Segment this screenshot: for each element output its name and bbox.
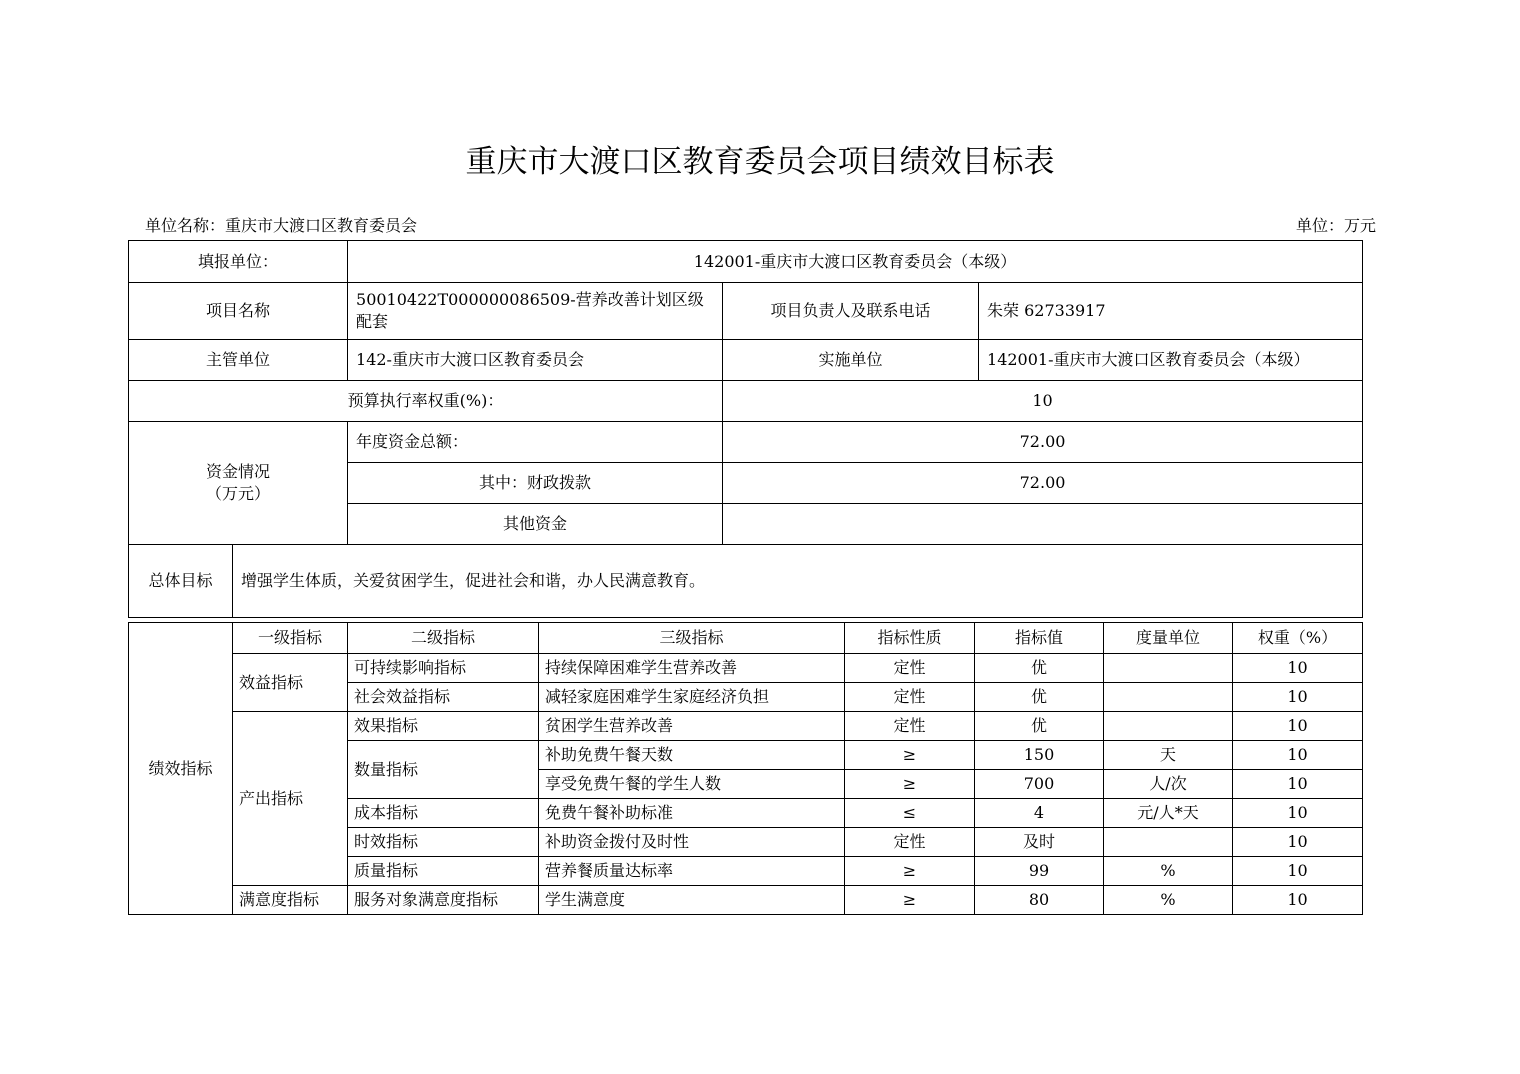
supervisor-label: 主管单位 — [129, 340, 348, 381]
weight-cell: 10 — [1233, 654, 1363, 683]
nature-cell: 定性 — [845, 683, 975, 712]
funds-label-line2: （万元） — [206, 484, 271, 503]
contact-value: 朱荣 62733917 — [979, 283, 1363, 340]
funds-label-line1: 资金情况 — [206, 462, 271, 481]
level1-cell: 满意度指标 — [233, 886, 348, 915]
weight-cell: 10 — [1233, 857, 1363, 886]
fill-unit-label: 填报单位： — [129, 241, 348, 283]
value-cell: 99 — [975, 857, 1104, 886]
header-cell: 指标性质 — [845, 623, 975, 654]
header-cell: 一级指标 — [233, 623, 348, 654]
level2-cell: 服务对象满意度指标 — [348, 886, 539, 915]
project-name-value: 50010422T000000086509-营养改善计划区级配套 — [348, 283, 723, 340]
unit-cell — [1104, 828, 1233, 857]
header-cell: 指标值 — [975, 623, 1104, 654]
level2-cell: 时效指标 — [348, 828, 539, 857]
level3-cell: 补助免费午餐天数 — [539, 741, 845, 770]
nature-cell: ≥ — [845, 857, 975, 886]
weight-cell: 10 — [1233, 741, 1363, 770]
nature-cell: ≥ — [845, 770, 975, 799]
value-cell: 4 — [975, 799, 1104, 828]
supervisor-value: 142-重庆市大渡口区教育委员会 — [348, 340, 723, 381]
fill-unit-value: 142001-重庆市大渡口区教育委员会（本级） — [348, 241, 1363, 283]
header-cell: 度量单位 — [1104, 623, 1233, 654]
annual-total-value: 72.00 — [723, 422, 1363, 463]
unit-cell: % — [1104, 857, 1233, 886]
unit-cell — [1104, 712, 1233, 741]
value-cell: 优 — [975, 654, 1104, 683]
unit-cell: 元/人*天 — [1104, 799, 1233, 828]
unit-cell: % — [1104, 886, 1233, 915]
fiscal-label: 其中：财政拨款 — [348, 463, 723, 504]
level2-cell: 数量指标 — [348, 741, 539, 799]
level3-cell: 补助资金拨付及时性 — [539, 828, 845, 857]
page-title: 重庆市大渡口区教育委员会项目绩效目标表 — [465, 144, 1055, 180]
level1-cell: 效益指标 — [233, 654, 348, 712]
level3-cell: 营养餐质量达标率 — [539, 857, 845, 886]
level3-cell: 免费午餐补助标准 — [539, 799, 845, 828]
other-funds-value — [723, 504, 1363, 545]
weight-cell: 10 — [1233, 799, 1363, 828]
level2-cell: 社会效益指标 — [348, 683, 539, 712]
level1-cell: 产出指标 — [233, 712, 348, 886]
level2-cell: 可持续影响指标 — [348, 654, 539, 683]
nature-cell: 定性 — [845, 654, 975, 683]
value-cell: 80 — [975, 886, 1104, 915]
unit-name: 单位名称：重庆市大渡口区教育委员会 — [145, 216, 418, 235]
unit-cell — [1104, 683, 1233, 712]
project-info-table — [128, 240, 1363, 618]
nature-cell: ≥ — [845, 886, 975, 915]
value-cell: 优 — [975, 712, 1104, 741]
annual-total-label: 年度资金总额： — [348, 422, 723, 463]
level2-cell: 质量指标 — [348, 857, 539, 886]
nature-cell: ≥ — [845, 741, 975, 770]
implementer-label: 实施单位 — [723, 340, 979, 381]
level3-cell: 学生满意度 — [539, 886, 845, 915]
value-cell: 150 — [975, 741, 1104, 770]
nature-cell: 定性 — [845, 712, 975, 741]
unit-cell — [1104, 654, 1233, 683]
unit-cell: 天 — [1104, 741, 1233, 770]
value-cell: 优 — [975, 683, 1104, 712]
value-cell: 700 — [975, 770, 1104, 799]
budget-weight-label: 预算执行率权重(%)： — [129, 381, 723, 422]
header-cell: 三级指标 — [539, 623, 845, 654]
header-cell: 二级指标 — [348, 623, 539, 654]
level3-cell: 减轻家庭困难学生家庭经济负担 — [539, 683, 845, 712]
header-cell: 权重（%） — [1233, 623, 1363, 654]
budget-weight-value: 10 — [723, 381, 1363, 422]
nature-cell: ≤ — [845, 799, 975, 828]
weight-cell: 10 — [1233, 886, 1363, 915]
weight-cell: 10 — [1233, 712, 1363, 741]
perf-section-label: 绩效指标 — [129, 623, 233, 915]
weight-cell: 10 — [1233, 683, 1363, 712]
value-cell: 及时 — [975, 828, 1104, 857]
contact-label: 项目负责人及联系电话 — [723, 283, 979, 340]
funds-label — [129, 422, 348, 545]
project-name-label: 项目名称 — [129, 283, 348, 340]
other-funds-label: 其他资金 — [348, 504, 723, 545]
unit-measure: 单位：万元 — [1295, 216, 1376, 235]
level3-cell: 贫困学生营养改善 — [539, 712, 845, 741]
overall-goal-value: 增强学生体质，关爱贫困学生，促进社会和谐，办人民满意教育。 — [233, 545, 1363, 618]
weight-cell: 10 — [1233, 770, 1363, 799]
nature-cell: 定性 — [845, 828, 975, 857]
level3-cell: 持续保障困难学生营养改善 — [539, 654, 845, 683]
level2-cell: 效果指标 — [348, 712, 539, 741]
fiscal-value: 72.00 — [723, 463, 1363, 504]
performance-indicators-table — [128, 622, 1363, 915]
weight-cell: 10 — [1233, 828, 1363, 857]
unit-cell: 人/次 — [1104, 770, 1233, 799]
overall-goal-label: 总体目标 — [129, 545, 233, 618]
level2-cell: 成本指标 — [348, 799, 539, 828]
level3-cell: 享受免费午餐的学生人数 — [539, 770, 845, 799]
implementer-value: 142001-重庆市大渡口区教育委员会（本级） — [979, 340, 1363, 381]
